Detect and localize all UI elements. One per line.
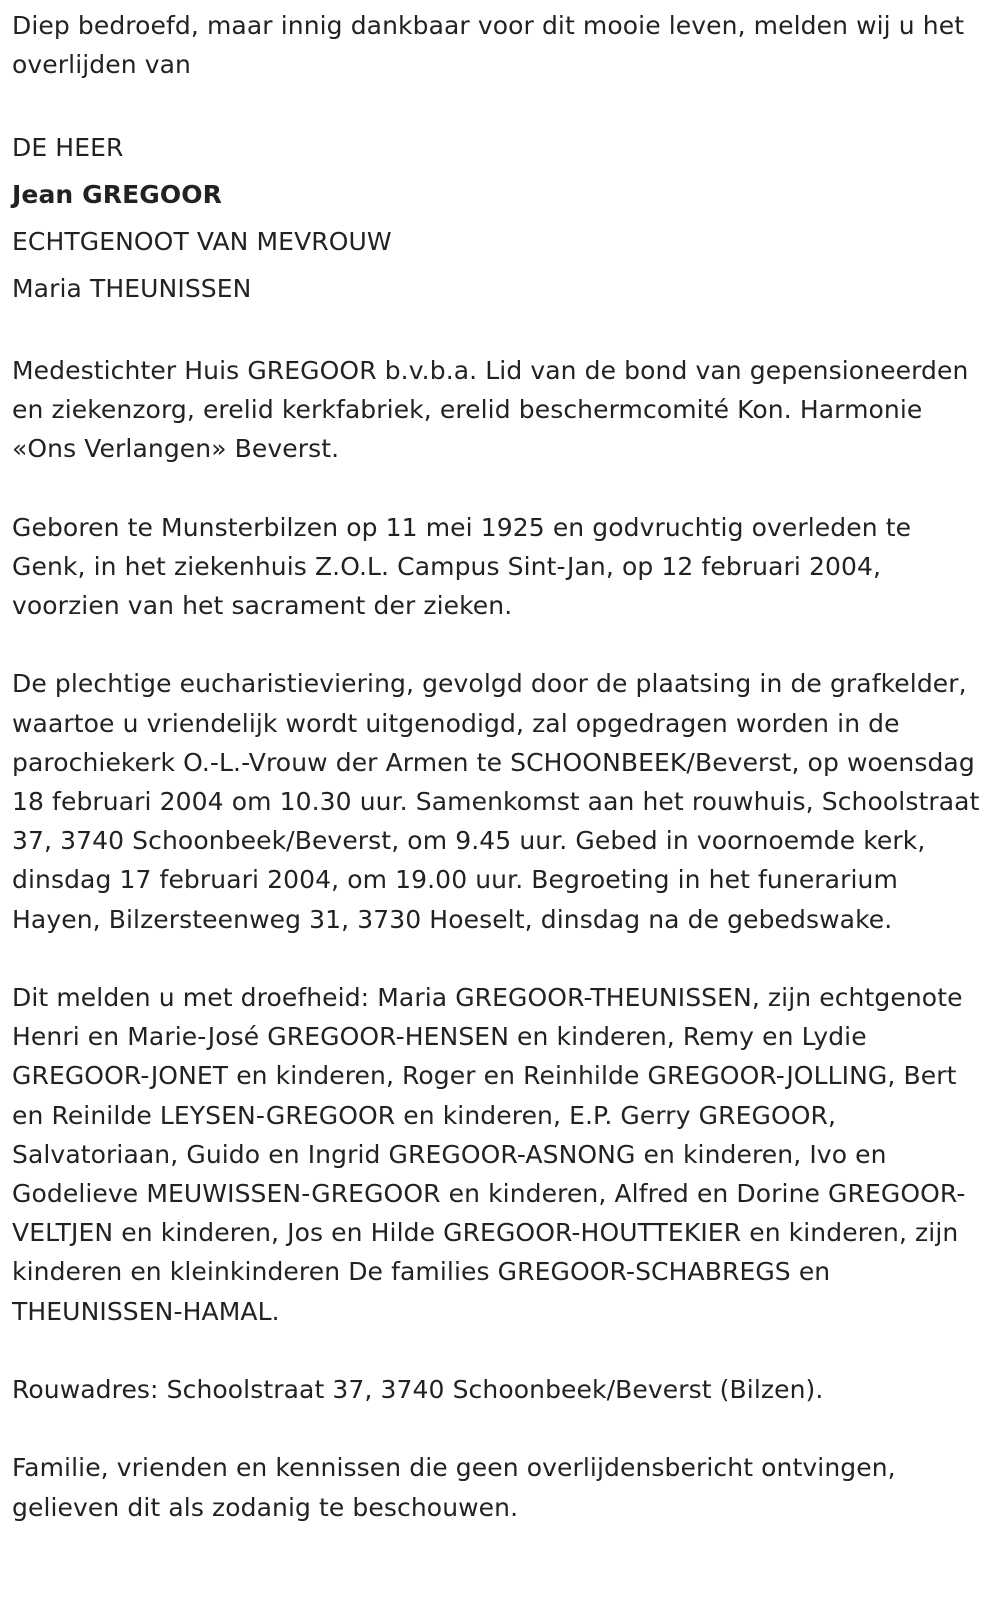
intro-paragraph: Diep bedroefd, maar innig dankbaar voor dit mooie leven, melden wij u het overlijden van <box>12 11 965 80</box>
closing-paragraph: Familie, vrienden en kennissen die geen overlijdensbericht ontvingen, gelieven dit als zodanig te beschouwen. <box>12 1453 896 1522</box>
family-paragraph: Dit melden u met droefheid: Maria GREGOOR-THEUNISSEN, zijn echtgenote Henri en Marie-José GREGOOR-HENSEN en kinderen, Remy en Lydie GREGOOR-JONET en kinderen, Roger en Reinhilde GREGOOR-JOLLING, Bert en Reinilde LEYSEN-GREGOOR en kinderen, E.P. Gerry GREGOOR, Salvatoriaan, Guido en Ingrid GREGOOR-ASNONG en kinderen, Ivo en Godelieve MEUWISSEN-GREGOOR en kinderen, Alfred en Dorine GREGOOR-VELTJEN en kinderen, Jos en Hilde GREGOOR-HOUTTEKIER en kinderen, zijn kinderen en kleinkinderen De families GREGOOR-SCHABREGS en THEUNISSEN-HAMAL. <box>12 982 966 1326</box>
deceased-name-block <box>12 124 988 312</box>
spouse-name: Maria THEUNISSEN <box>12 273 252 303</box>
deceased-relation: ECHTGENOOT VAN MEVROUW <box>12 226 392 256</box>
address-paragraph: Rouwadres: Schoolstraat 37, 3740 Schoonbeek/Beverst (Bilzen). <box>12 1375 824 1404</box>
ceremony-paragraph: De plechtige eucharistieviering, gevolgd door de plaatsing in de grafkelder, waartoe u vriendelijk wordt uitgenodigd, zal opgedragen worden in de parochiekerk O.-L.-Vrouw der Armen te SCHOONBEEK/Beverst, op woensdag 18 februari 2004 om 10.30 uur. Samenkomst aan het rouwhuis, Schoolstraat 37, 3740 Schoonbeek/Beverst, om 9.45 uur. Gebed in voornoemde kerk, dinsdag 17 februari 2004, om 19.00 uur. Begroeting in het funerarium Hayen, Bilzersteenweg 31, 3730 Hoeselt, dinsdag na de gebedswake. <box>12 669 980 934</box>
deceased-name: Jean GREGOOR <box>12 179 222 209</box>
birth-death-paragraph: Geboren te Munsterbilzen op 11 mei 1925 en godvruchtig overleden te Genk, in het ziekenhuis Z.O.L. Campus Sint-Jan, op 12 februari 2004, voorzien van het sacrament der zieken. <box>12 512 912 620</box>
deceased-title: DE HEER <box>12 132 124 162</box>
biography-paragraph: Medestichter Huis GREGOOR b.v.b.a. Lid van de bond van gepensioneerden en ziekenzorg, erelid kerkfabriek, erelid beschermcomité Kon. Harmonie «Ons Verlangen» Beverst. <box>12 355 969 464</box>
